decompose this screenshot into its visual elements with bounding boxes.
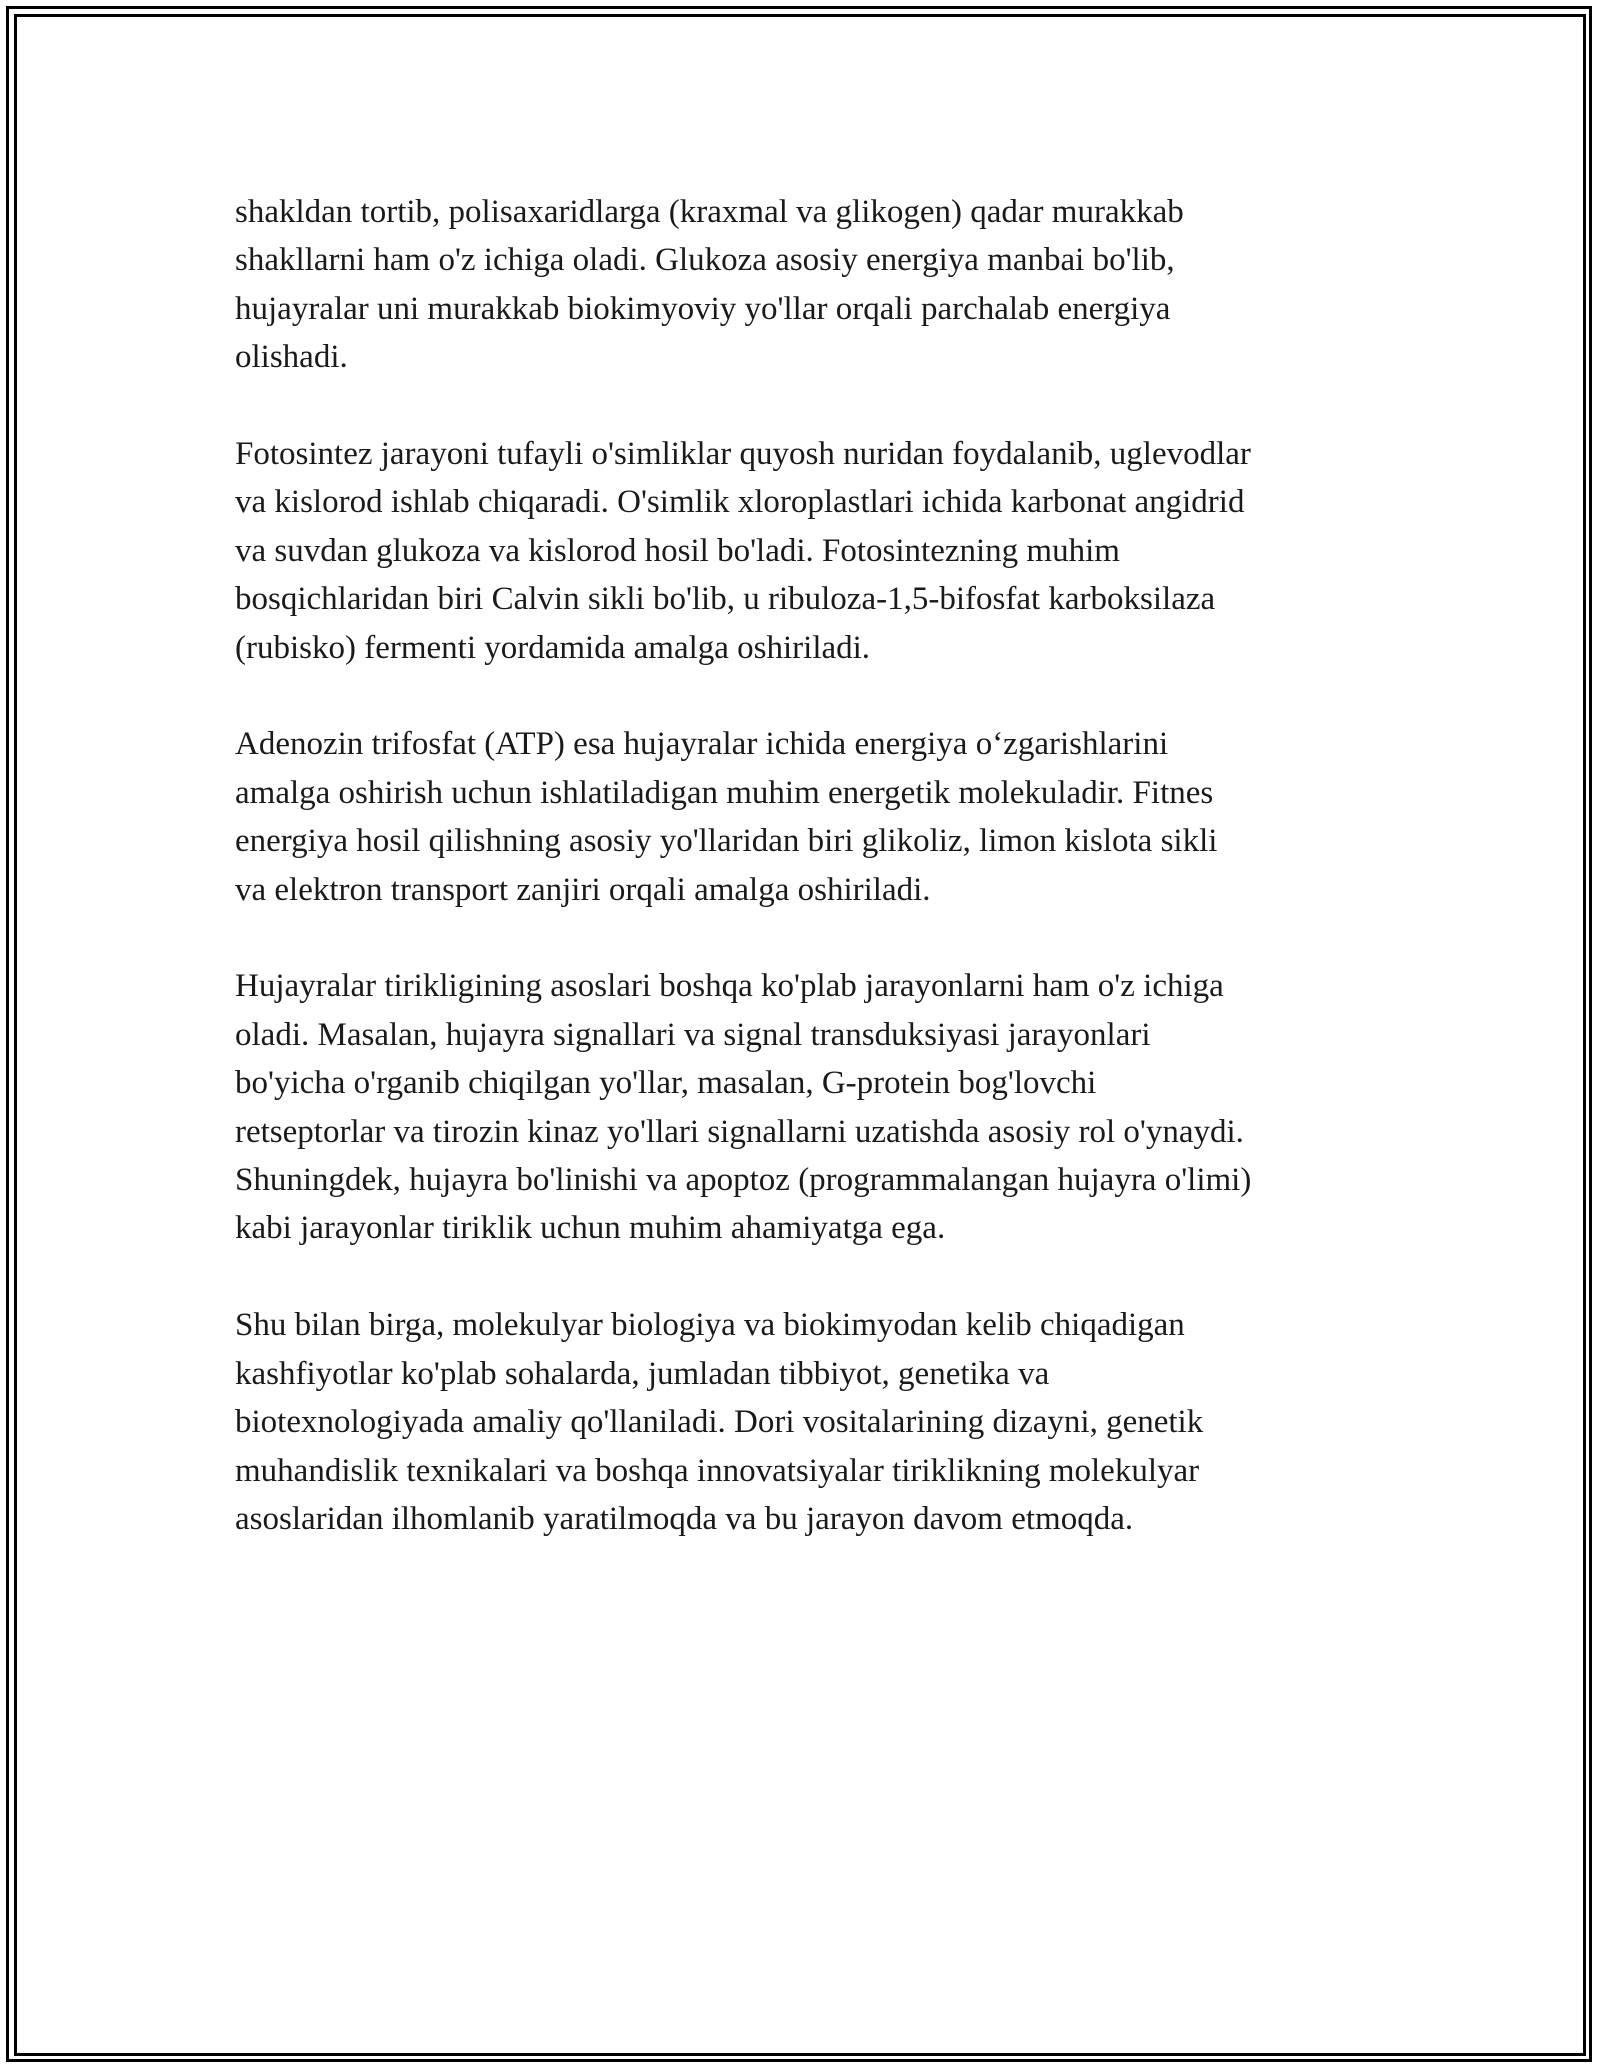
text-line: Hujayralar tirikligining asoslari boshqa ko'plab jarayonlarni ham o'z ichiga <box>235 968 1224 1005</box>
text-line: va suvdan glukoza va kislorod hosil bo'ladi. Fotosintezning muhim <box>235 532 1120 569</box>
text-line: kashfiyotlar ko'plab sohalarda, jumladan tibbiyot, genetika va <box>235 1355 1050 1392</box>
text-line: va elektron transport zanjiri orqali amalga oshiriladi. <box>235 871 931 908</box>
text-line: bosqichlaridan biri Calvin sikli bo'lib, u ribuloza-1,5-bifosfat karboksilaza <box>235 581 1216 618</box>
text-line: asoslaridan ilhomlanib yaratilmoqda va bu jarayon davom etmoqda. <box>235 1500 1134 1537</box>
paragraph-carbohydrates <box>235 188 1385 382</box>
text-line: hujayralar uni murakkab biokimyoviy yo'llar orqali parchalab energiya <box>235 290 1171 327</box>
paragraph-photosynthesis <box>235 430 1385 672</box>
text-line: amalga oshirish uchun ishlatiladigan muhim energetik molekuladir. Fitnes <box>235 774 1214 811</box>
text-line: (rubisko) fermenti yordamida amalga oshiriladi. <box>235 629 871 666</box>
text-line: biotexnologiyada amaliy qo'llaniladi. Dori vositalarining dizayni, genetik <box>235 1404 1204 1441</box>
paragraph-atp <box>235 720 1385 914</box>
text-line: shakllarni ham o'z ichiga oladi. Glukoza asosiy energiya manbai bo'lib, <box>235 242 1175 279</box>
text-line: muhandislik texnikalari va boshqa innovatsiyalar tiriklikning molekulyar <box>235 1452 1200 1489</box>
text-line: retseptorlar va tirozin kinaz yo'llari signallarni uzatishda asosiy rol o'ynaydi. <box>235 1113 1244 1150</box>
text-line: Fotosintez jarayoni tufayli o'simliklar quyosh nuridan foydalanib, uglevodlar <box>235 436 1251 473</box>
text-line: kabi jarayonlar tiriklik uchun muhim ahamiyatga ega. <box>235 1210 946 1247</box>
text-line: shakldan tortib, polisaxaridlarga (kraxmal va glikogen) qadar murakkab <box>235 194 1184 230</box>
text-line: bo'yicha o'rganib chiqilgan yo'llar, masalan, G-protein bog'lovchi <box>235 1065 1097 1102</box>
paragraph-applications <box>235 1301 1385 1543</box>
text-line: Shuningdek, hujayra bo'linishi va apoptoz (programmalangan hujayra o'limi) <box>235 1162 1252 1199</box>
text-line: oladi. Masalan, hujayra signallari va signal transduksiyasi jarayonlari <box>235 1016 1151 1053</box>
text-line: Adenozin trifosfat (ATP) esa hujayralar ichida energiya o‘zgarishlarini <box>235 726 1169 763</box>
document-body <box>235 188 1385 1592</box>
text-line: olishadi. <box>235 339 348 376</box>
text-line: energiya hosil qilishning asosiy yo'llaridan biri glikoliz, limon kislota sikli <box>235 823 1218 860</box>
text-line: Shu bilan birga, molekulyar biologiya va biokimyodan kelib chiqadigan <box>235 1307 1185 1344</box>
paragraph-cell-signaling <box>235 962 1385 1252</box>
text-line: va kislorod ishlab chiqaradi. O'simlik xloroplastlari ichida karbonat angidrid <box>235 484 1245 521</box>
